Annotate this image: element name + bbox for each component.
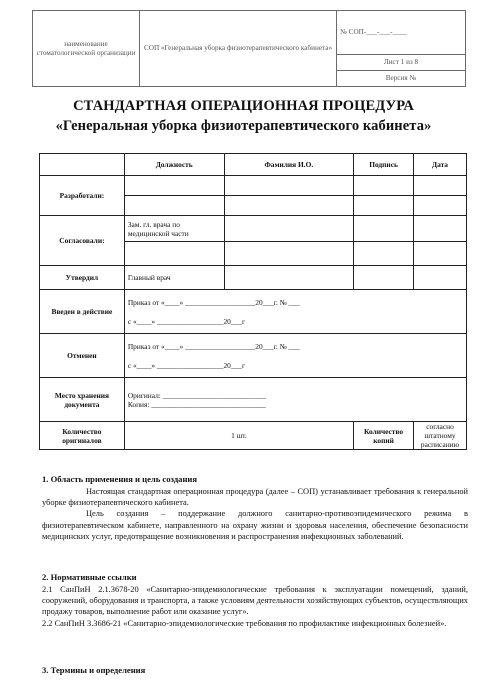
introduced-row (40, 290, 467, 334)
sop-number-cell (337, 11, 466, 55)
originals-count-value: 1 шт. (124, 422, 353, 450)
agreed-label: Согласовали: (40, 216, 125, 266)
section-2-paragraph-2: 2.2 СанПиН 3.3686-21 «Санитарно-эпидемиологические требования по профилактике инфекционных болезней». (42, 618, 447, 628)
agreed-row-1 (40, 216, 467, 242)
org-name: наименование стоматологической организации (36, 39, 136, 57)
storage-row (40, 378, 467, 422)
originals-count-label: Количество оригиналов (40, 422, 125, 450)
agreed-position: Зам. гл. врача по медицинской части (124, 216, 224, 242)
version-cell (337, 71, 466, 87)
approved-row (40, 266, 467, 290)
approval-table (39, 153, 467, 450)
title-line-1: СТАНДАРТНАЯ ОПЕРАЦИОННАЯ ПРОЦЕДУРА (73, 98, 414, 114)
copies-count-label: Количество копий (354, 422, 414, 450)
sop-name: СОП «Генеральная уборка физиотерапевтического кабинета» (143, 44, 333, 52)
sop-name-cell (140, 11, 337, 87)
cancelled-from-date: с «____» __________________20___г (127, 360, 245, 370)
table-header-row (40, 154, 467, 176)
cancelled-order: Приказ от «____» ___________________20___г. № ___ (127, 341, 300, 351)
cancelled-details (124, 334, 466, 378)
cancelled-row (40, 334, 467, 378)
section-2-title: 2. Нормативные ссылки (42, 572, 137, 582)
cancelled-label: Отменен (40, 334, 125, 378)
sheet-number: Лист 1 из 8 (383, 58, 419, 66)
version-number: Версия № (385, 74, 417, 82)
storage-label: Место хранения документа (40, 378, 125, 422)
col-name: Фамилия И.О. (224, 154, 354, 176)
section-3-title: 3. Термины и определения (42, 665, 146, 675)
approved-label: Утвердил (40, 266, 125, 290)
section-2-paragraph-1: 2.1 СанПиН 2.1.3678-20 «Санитарно-эпидемиологические требования к эксплуатации помещений, зданий, сооружений, оборудования и транспорта, а также условиям деятельности хозяйствующих субъектов, осуществляющих продажу товаров, выполнение работ или оказание услуг». (42, 585, 468, 617)
title-line-2: «Генеральная уборка физиотерапевтического кабинета» (55, 118, 432, 134)
document-header (32, 10, 466, 87)
introduced-label: Введен в действие (40, 290, 125, 334)
empty-corner (40, 154, 125, 176)
storage-original: Оригинал: ____________________________ (127, 390, 267, 400)
sheet-cell (337, 55, 466, 71)
approved-position: Главный врач (124, 266, 224, 290)
introduced-from-date: с «____» __________________20___г (127, 316, 245, 326)
copies-count-value: согласно штатному расписанию (414, 422, 467, 450)
section-1-body (42, 486, 468, 542)
section-1-title: 1. Область применения и цель создания (42, 474, 198, 484)
developed-label: Разработали: (40, 176, 125, 216)
section-1-paragraph-2: Цель создания – поддержание должного санитарно-противоэпидемического режима в физиотерапевтическом кабинете, направленного на охрану жизни и здоровья населения, обеспечение безопасности медицинских услуг, предотвращение возникновения и распространения инфекционных заболеваний. (42, 509, 468, 541)
storage-copy: Копия: _______________________________ (127, 399, 266, 409)
col-date: Дата (414, 154, 467, 176)
developed-row-1 (40, 176, 467, 196)
introduced-details (124, 290, 466, 334)
counts-row (40, 422, 467, 450)
introduced-order: Приказ от «____» ___________________20___г. № ___ (127, 297, 300, 307)
col-position: Должность (124, 154, 224, 176)
org-name-cell (33, 11, 140, 87)
storage-details (124, 378, 466, 422)
section-2-body (42, 584, 468, 629)
col-signature: Подпись (354, 154, 414, 176)
sop-number: № СОП-___-___-____ (340, 28, 407, 36)
section-1-paragraph-1: Настоящая стандартная операционная процедура (далее – СОП) устанавливает требования к генеральной уборке физиотерапевтического кабинета. (42, 487, 468, 508)
